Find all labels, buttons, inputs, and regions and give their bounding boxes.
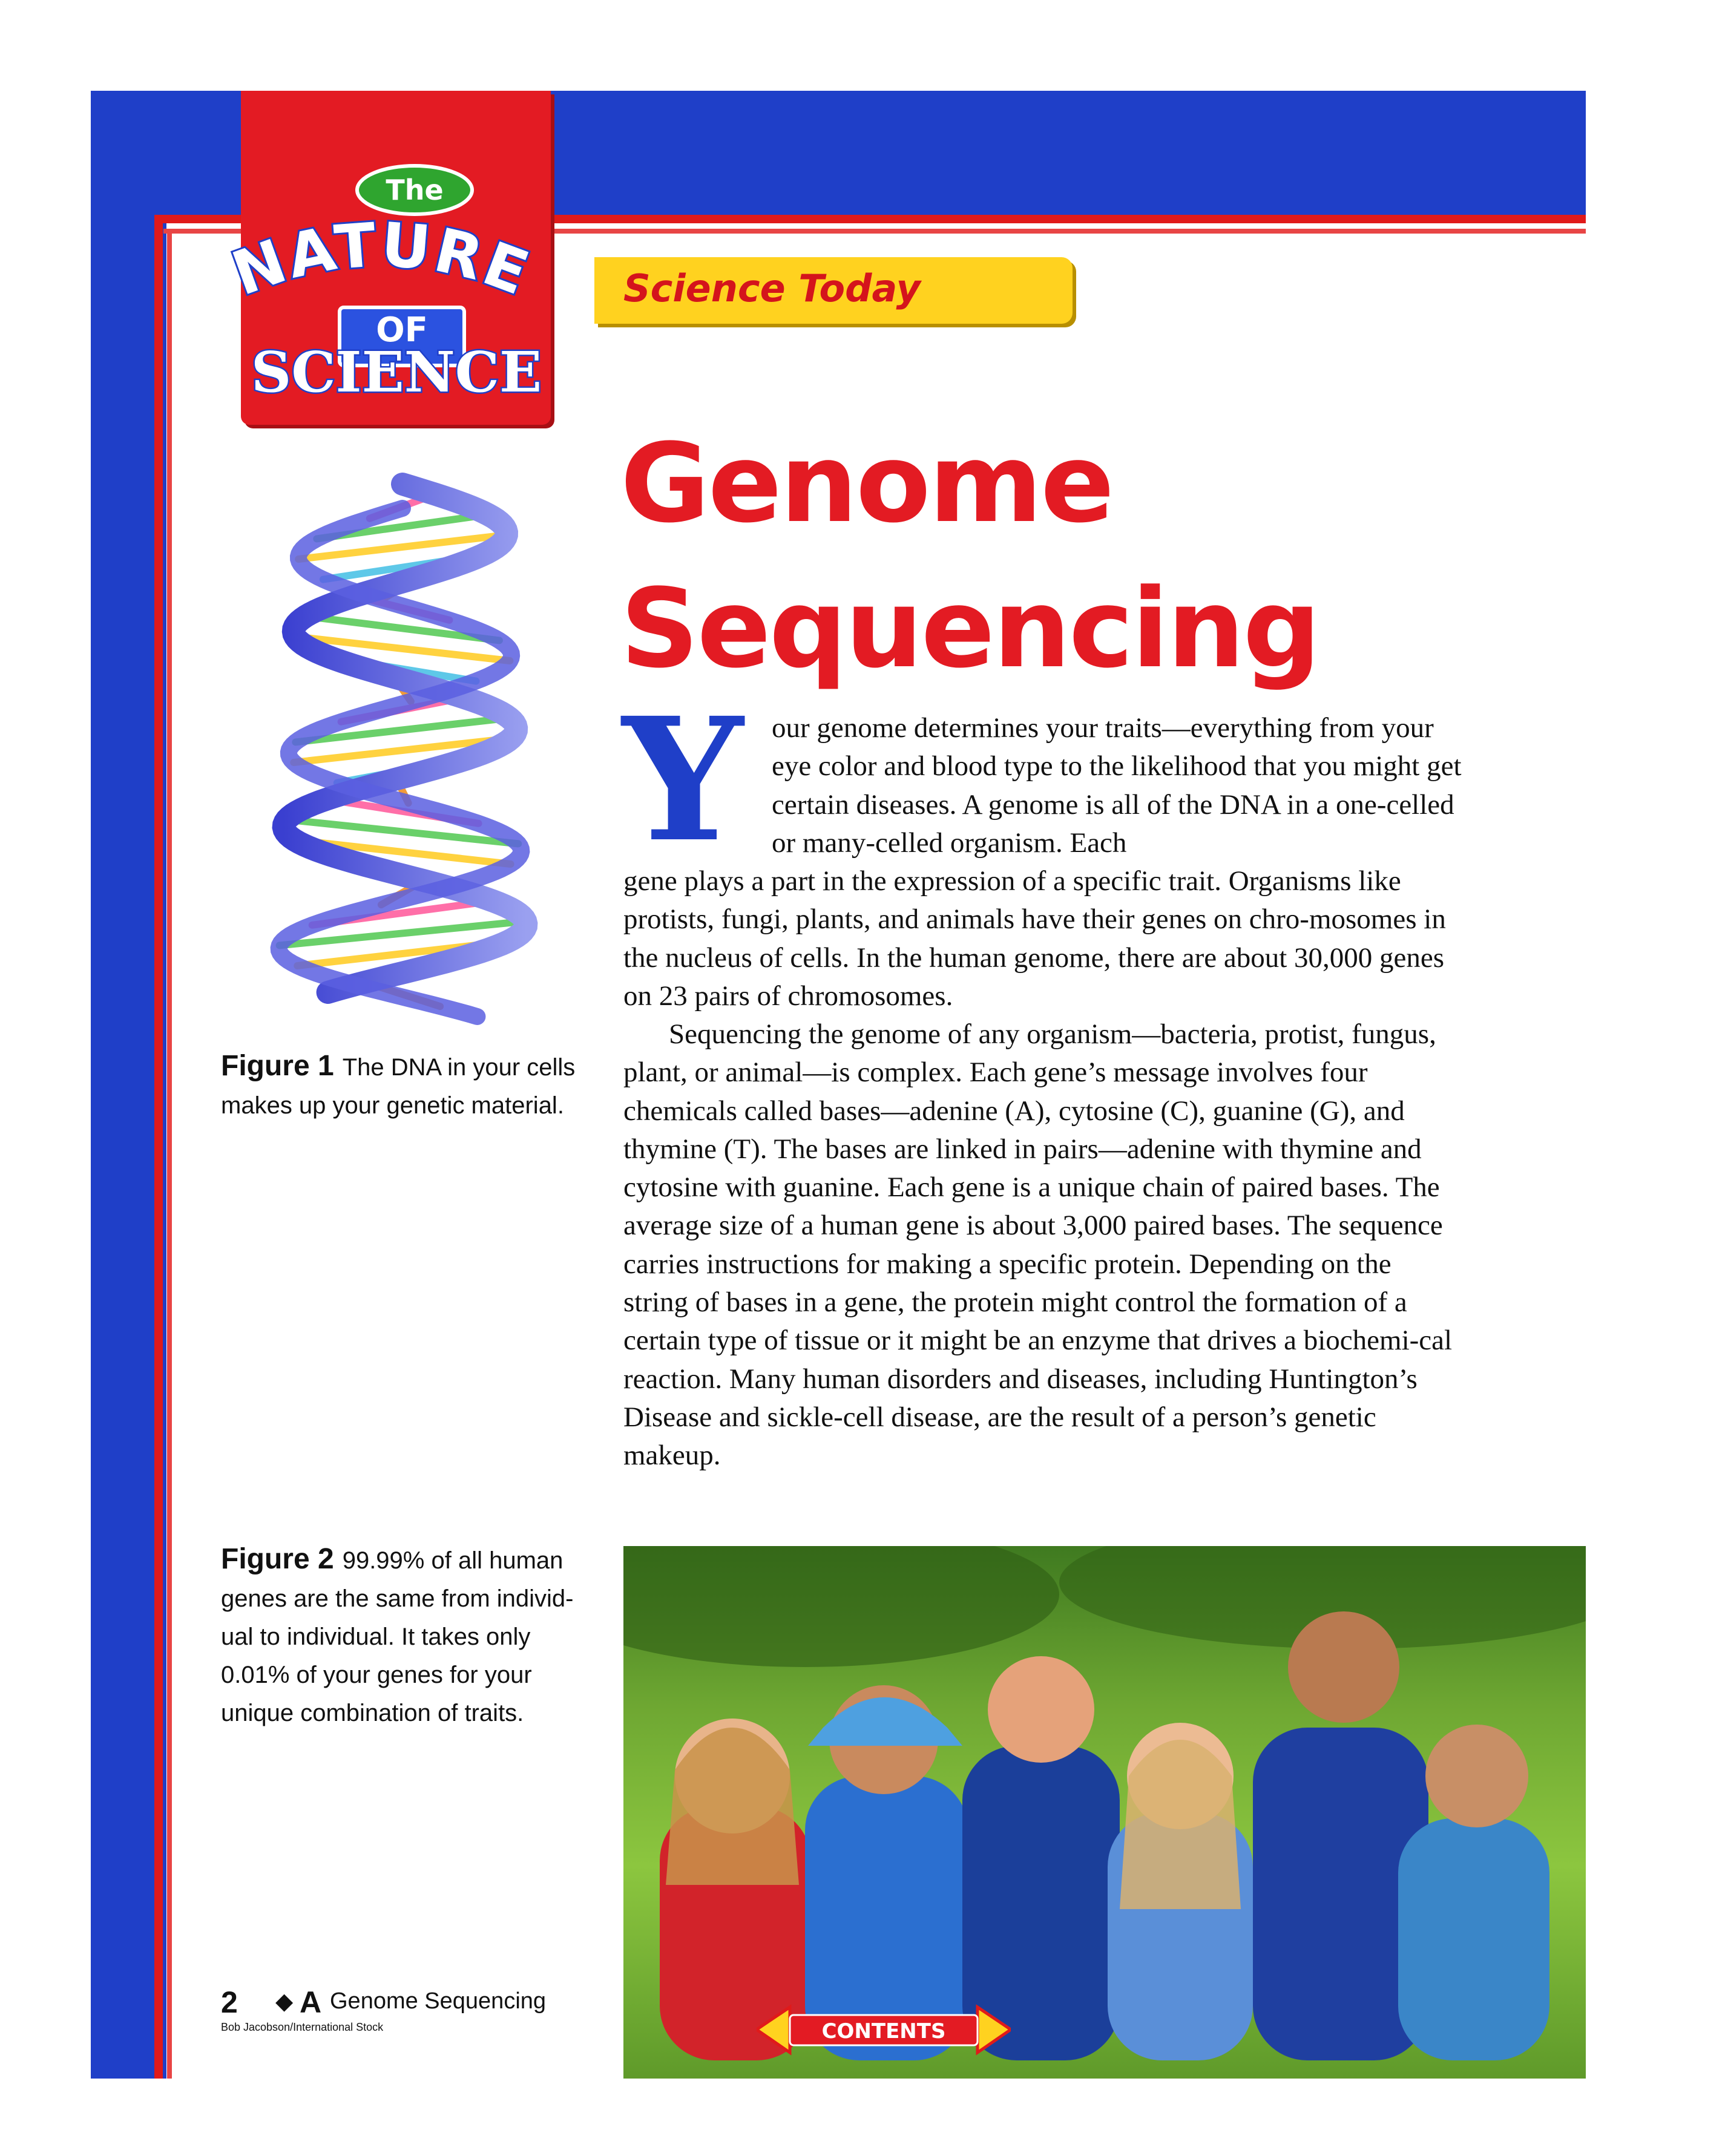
group-photo <box>623 1546 1586 2079</box>
figure-1-text: The DNA in your cells makes up your genetic material. <box>221 1054 576 1119</box>
dna-helix-illustration <box>209 472 596 1029</box>
logo-the-badge <box>354 162 475 218</box>
previous-arrow-icon[interactable] <box>757 2007 790 2053</box>
figure-2-text: 99.99% of all human genes are the same from individ-ual to individual. It takes only 0.01% of your genes for your unique combination of traits. <box>221 1547 574 1726</box>
body-paragraph-1-lead: our genome determines your traits—everything from your eye color and blood type to the likelihood that you might get certain diseases. A genome is all of the DNA in a one-celled or many-celled organism. Each <box>772 712 1462 859</box>
logo-nature-text: NATURE <box>223 215 540 310</box>
footer-chapter-title: Genome Sequencing <box>330 1988 547 2014</box>
footer-unit-letter: A <box>300 1985 322 2019</box>
logo-the-text: The <box>386 174 444 206</box>
frame-red-stripe-vertical <box>154 215 163 2079</box>
contents-nav[interactable] <box>757 2004 1011 2056</box>
article-title-line-1: Genome <box>620 421 1113 547</box>
figure-2-caption <box>221 1540 596 1732</box>
next-arrow-icon[interactable] <box>978 2007 1011 2053</box>
frame-red-stripe-vertical-inner <box>167 229 172 2079</box>
figure-2-label: Figure 2 <box>221 1543 334 1575</box>
logo-science-text: SCIENCE <box>251 342 542 402</box>
logo-science-wordmark <box>251 342 542 402</box>
figure-1-label: Figure 1 <box>221 1050 334 1082</box>
figure-1-caption <box>221 1047 596 1125</box>
article-title-line-2: Sequencing <box>620 566 1319 692</box>
body-paragraph-1: gene plays a part in the expression of a specific trait. Organisms like protists, fungi, plants, and animals have their genes on chro-mosomes in the nucleus of cells. In the human genome, there are about 30,000 genes on 23 pairs of chromosomes. <box>623 865 1446 1012</box>
drop-cap: Y <box>622 681 743 880</box>
svg-text:NATURE <box>223 215 540 310</box>
footer-diamond-separator: ◆ <box>275 1988 294 2014</box>
section-label: Science Today <box>623 266 921 310</box>
page-number: 2 <box>221 1985 238 2019</box>
photo-credit: Bob Jacobson/International Stock <box>221 2021 384 2033</box>
body-paragraph-2: Sequencing the genome of any organism—bacteria, protist, fungus, plant, or animal—is complex. Each gene’s message involves four chemicals called bases—adenine (A), cytosine (C), guanine (G), and thymine (T). The bases are linked in pairs—adenine with thymine and cytosine with guanine. Each gene is a unique chain of paired bases. The average size of a human gene is about 3,000 paired bases. The sequence carries instructions for making a specific protein. Depending on the string of bases in a gene, the protein might control the formation of a certain type of tissue or it might be an enzyme that drives a biochemi-cal reaction. Many human disorders and diseases, including Huntington’s Disease and sickle-cell disease, are the result of a person’s genetic makeup. <box>623 1018 1453 1472</box>
group-photo-illustration <box>623 1546 1586 2079</box>
contents-label[interactable]: CONTENTS <box>821 2019 946 2043</box>
logo-of-text: OF <box>376 310 428 350</box>
